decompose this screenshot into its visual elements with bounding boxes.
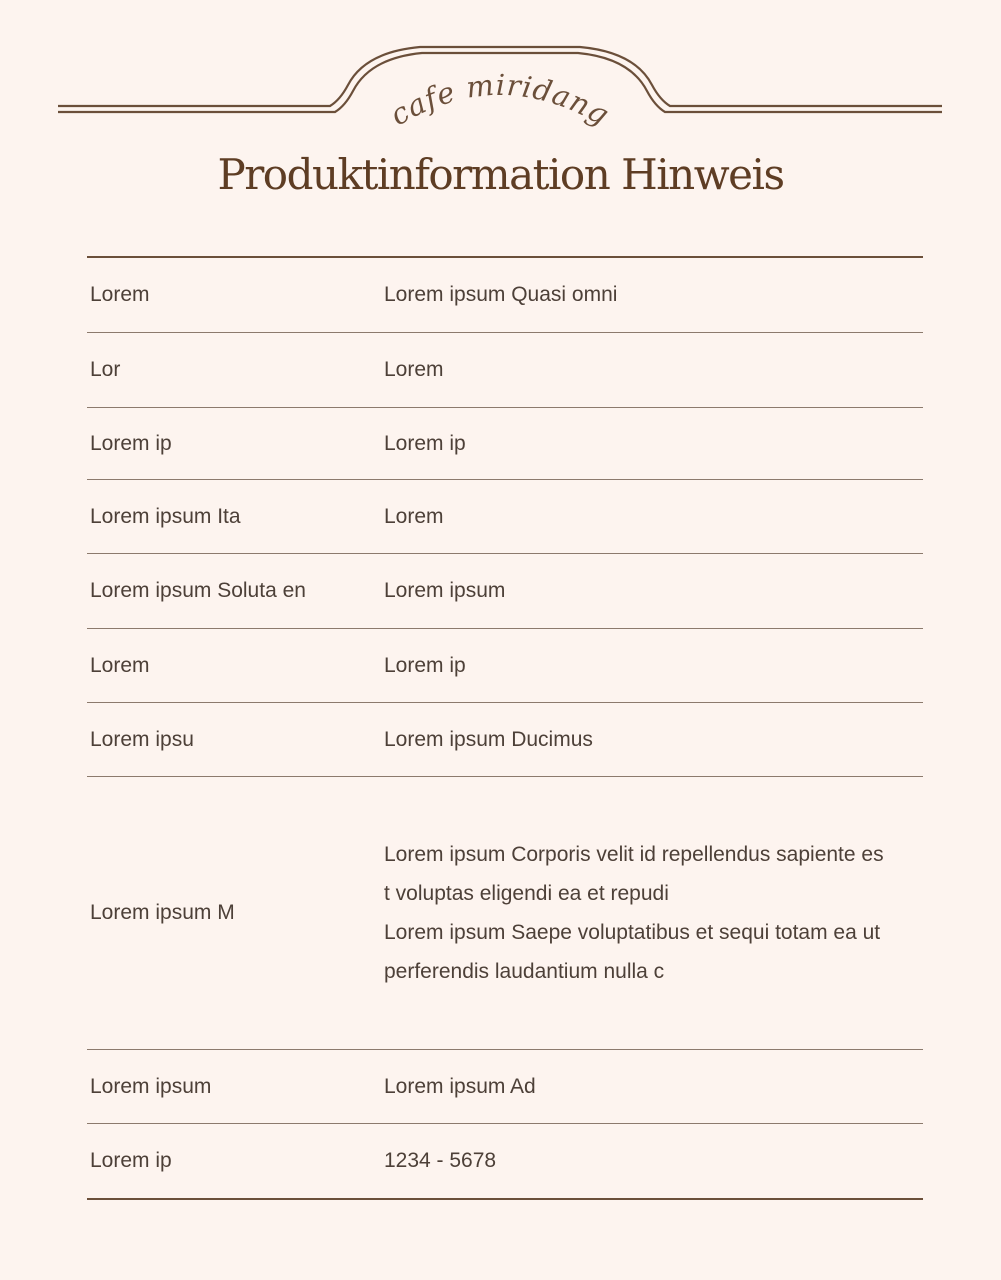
row-label: Lorem ipsum M bbox=[90, 901, 235, 924]
row-label: Lorem ip bbox=[90, 1149, 172, 1172]
value-line: t voluptas eligendi ea et repudi bbox=[384, 882, 669, 905]
table-row bbox=[87, 1050, 923, 1124]
table-row bbox=[87, 480, 923, 554]
row-value: Lorem bbox=[384, 358, 444, 381]
table-row bbox=[87, 554, 923, 629]
row-label: Lorem ipsum Ita bbox=[90, 504, 241, 528]
row-label: Lorem ipsum Soluta en bbox=[90, 579, 306, 602]
brand-name: cafe miridang bbox=[384, 67, 616, 133]
row-label: Lorem ipsum bbox=[90, 1074, 212, 1098]
table-row bbox=[87, 1124, 923, 1198]
page-title: Produktinformation Hinweis bbox=[217, 150, 784, 199]
row-value: Lorem ip bbox=[384, 653, 466, 677]
row-label: Lorem bbox=[90, 653, 150, 677]
row-value: Lorem ipsum bbox=[384, 579, 506, 602]
row-value: Lorem ipsum Quasi omni bbox=[384, 283, 618, 306]
value-line: Lorem ipsum Saepe voluptatibus et sequi totam ea ut bbox=[384, 921, 881, 944]
row-label: Lorem ipsu bbox=[90, 727, 194, 751]
row-label: Lorem bbox=[90, 283, 150, 306]
row-value: Lorem bbox=[384, 504, 444, 528]
row-value: Lorem ip bbox=[384, 431, 466, 455]
product-info-table bbox=[87, 256, 923, 1200]
table-row bbox=[87, 703, 923, 777]
row-label: Lor bbox=[90, 358, 121, 381]
table-row bbox=[87, 777, 923, 1050]
row-value: 1234 - 5678 bbox=[384, 1149, 497, 1172]
brand-logo bbox=[0, 0, 1001, 160]
value-line: perferendis laudantium nulla c bbox=[384, 960, 665, 983]
table-row bbox=[87, 408, 923, 480]
row-value-multiline bbox=[384, 835, 923, 991]
value-line: Lorem ipsum Corporis velit id repellendus sapiente es bbox=[384, 843, 884, 866]
table-row bbox=[87, 629, 923, 703]
svg-text:cafe miridang bbox=[384, 68, 615, 133]
row-label: Lorem ip bbox=[90, 431, 172, 455]
row-value: Lorem ipsum Ducimus bbox=[384, 727, 593, 751]
row-value: Lorem ipsum Ad bbox=[384, 1074, 536, 1098]
table-row bbox=[87, 258, 923, 333]
table-row bbox=[87, 333, 923, 408]
